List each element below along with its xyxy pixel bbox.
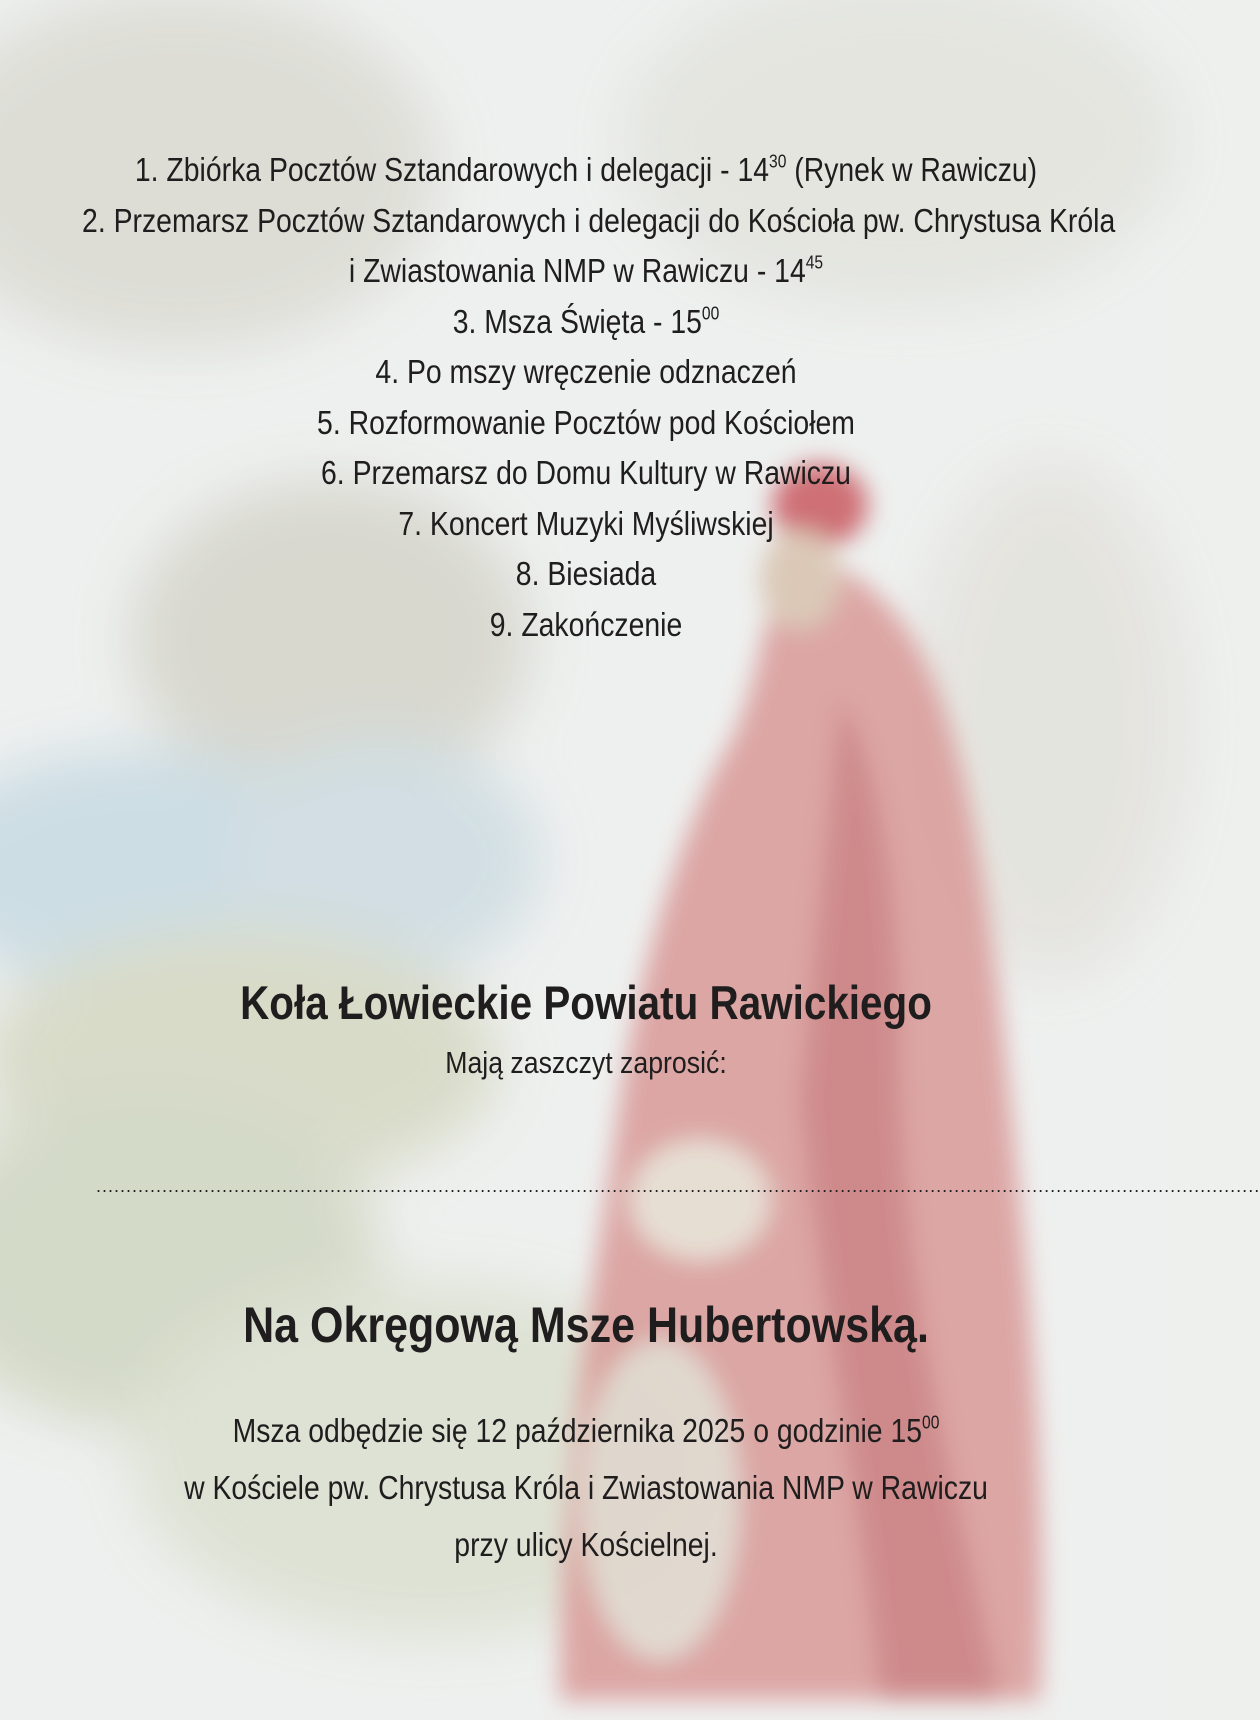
program-item: i Zwiastowania NMP w Rawiczu - $14^{45}$ (348, 252, 824, 289)
program-item: 9. Zakończenie (489, 605, 683, 643)
name-fill-line: .................................................................................................................................................................................................. (96, 1176, 1260, 1196)
program-item: 8. Biesiada (515, 555, 657, 592)
event-title: Na Okręgową Msze Hubertowską. (243, 1297, 929, 1353)
organizer-title: Koła Łowieckie Powiatu Rawickiego (240, 976, 932, 1029)
program-item: 7. Koncert Muzyki Myśliwskiej (398, 504, 774, 542)
details-place-line: w Kościele pw. Chrystusa Króla i Zwiastowania NMP w Rawiczu (184, 1469, 988, 1506)
invite-subtitle: Mają zaszczyt zaprosić: (445, 1045, 727, 1080)
details-street-line: przy ulicy Kościelnej. (454, 1526, 718, 1563)
program-item: 3. Msza Święta - $15^{00}$ (452, 302, 720, 340)
event-details (82, 1402, 1090, 1573)
program-item: 6. Przemarsz do Domu Kultury w Rawiczu (321, 454, 851, 491)
program-item: 5. Rozformowanie Pocztów pod Kościołem (317, 403, 855, 441)
program-list (82, 145, 1116, 650)
program-item: 1. Zbiórka Pocztów Sztandarowych i delegacji - $14^{30}$ (Rynek w Rawiczu) (134, 151, 1038, 188)
details-date-line: Msza odbędzie się 12 października 2025 o godzinie $15^{00}$ (232, 1412, 940, 1449)
program-item: 4. Po mszy wręczenie odznaczeń (375, 353, 797, 390)
program-item: 2. Przemarsz Pocztów Sztandarowych i delegacji do Kościoła pw. Chrystusa Króla (82, 201, 1116, 239)
